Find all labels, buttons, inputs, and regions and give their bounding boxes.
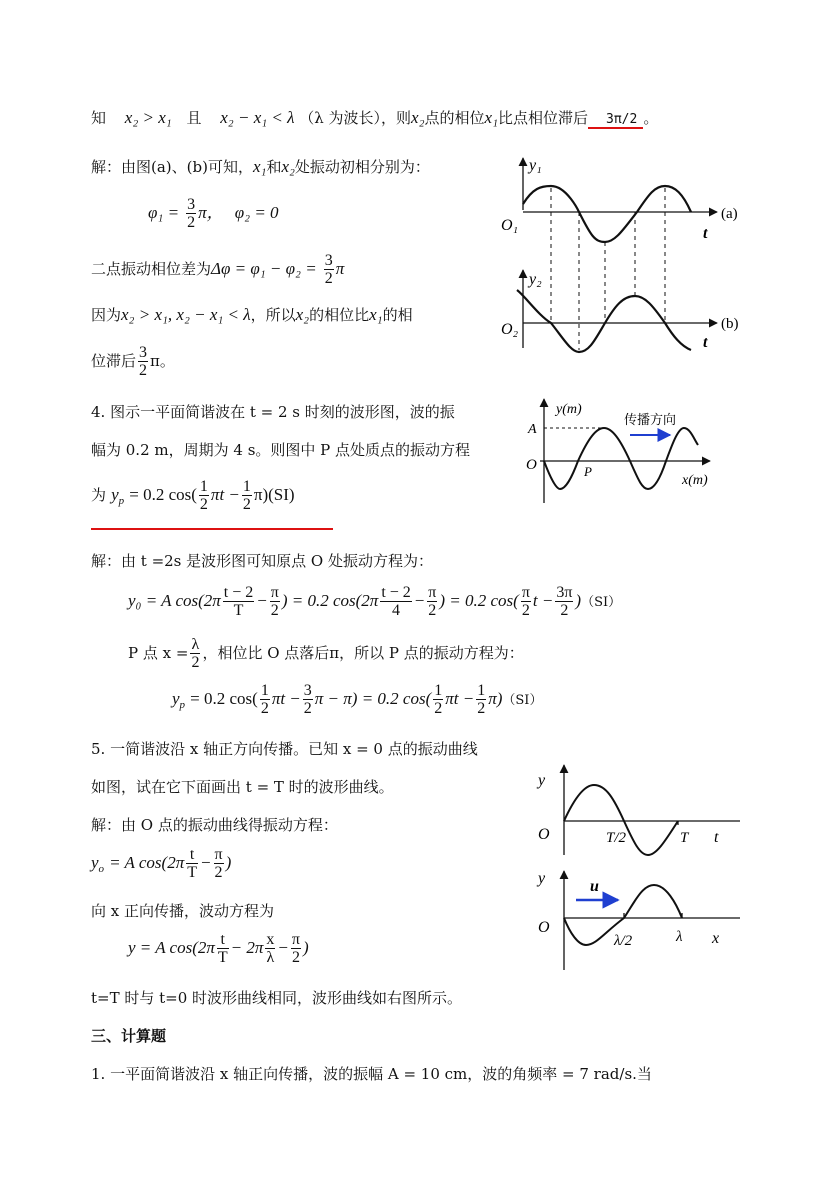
q4-frac1 — [199, 478, 209, 513]
intro-line — [91, 108, 658, 130]
sol3-because-line — [91, 305, 413, 325]
y0-f1d: T — [233, 602, 244, 619]
q5-line4: 向 x 正向传播，波动方程为 — [91, 902, 274, 920]
intro-qie: 且 — [186, 109, 202, 127]
eq1-f2 — [214, 846, 224, 881]
y0-si: （SI） — [581, 595, 622, 610]
eq2-n2: x — [266, 931, 275, 948]
y0-m6: ) — [575, 591, 582, 610]
y0-a: y₀ = A cos(2π — [128, 591, 221, 610]
diff-label: 二点振动相位差为 — [91, 260, 212, 278]
yp-g1d: 2 — [260, 700, 269, 717]
phi1-tail: π， — [198, 203, 224, 222]
q4-ans-mid: πt − — [210, 485, 240, 504]
sol3-diff-line — [91, 252, 344, 287]
label-t2: t — [703, 334, 708, 351]
yp-g4 — [476, 682, 486, 717]
phi1-lhs: φ₁ = — [148, 203, 180, 222]
q5-line2: 如图，试在它下面画出 t = T 时的波形曲线。 — [91, 778, 394, 796]
yp-sub: p — [179, 699, 186, 712]
q4-ans-lhs: y — [111, 485, 119, 504]
figure-5 — [530, 755, 745, 980]
intro-zhi: 知 — [91, 109, 107, 127]
eq1-lhs: y — [91, 853, 99, 872]
a-curve — [523, 186, 691, 242]
sol3-tail: 处振动初相分别为： — [294, 158, 430, 176]
q4-ans-sub: p — [118, 495, 125, 508]
q4-wei: 为 — [91, 486, 107, 504]
lag-tail: π。 — [150, 352, 175, 370]
eq1-sub: o — [98, 863, 105, 876]
f5-bot-O: O — [538, 919, 550, 936]
sol3-intro: 解：由图(a)、(b)可知， — [91, 158, 253, 176]
eq2-d3: 2 — [291, 949, 300, 966]
f5-top-t: t — [714, 829, 719, 846]
sol3-he: 和 — [266, 158, 282, 176]
because-x2: x₂ — [295, 305, 310, 324]
eq1-d2: 2 — [214, 864, 223, 881]
f5-x: x — [712, 930, 720, 947]
intro-paren: （λ 为波长），则 — [299, 109, 412, 127]
eq1-e: ) — [225, 853, 232, 872]
q5-eq1 — [91, 846, 231, 881]
f5-top-T2: T/2 — [606, 830, 627, 846]
y0-m4: ) = 0.2 cos( — [439, 591, 519, 610]
eq1-f1 — [186, 846, 198, 881]
yp-g1n: 1 — [260, 682, 269, 699]
yp-e4: πt − — [445, 689, 475, 708]
f4-ylabel: y(m) — [556, 402, 582, 417]
q4-n2: 1 — [242, 478, 251, 495]
q5-eq2 — [128, 931, 309, 966]
y0-f2n: π — [270, 584, 279, 601]
f5-lam: λ — [676, 929, 683, 945]
yp-g1 — [260, 682, 270, 717]
sol4-line1: 解：由 t =2s 是波形图可知原点 O 处振动方程为： — [91, 552, 433, 570]
y0-f2d: 2 — [270, 602, 279, 619]
q4-n1: 1 — [199, 478, 208, 495]
eq2-m2: − — [277, 938, 289, 957]
eq2-f3 — [291, 931, 301, 966]
label-b: (b) — [721, 316, 739, 332]
q5-line5: t=T 时与 t=0 时波形曲线相同，波形曲线如右图所示。 — [91, 989, 463, 1007]
eq1-m: − — [200, 853, 212, 872]
y0-f6 — [555, 584, 573, 619]
q5-line1: 5. 一简谐波沿 x 轴正方向传播。已知 x = 0 点的振动曲线 — [91, 740, 478, 758]
because-expr: x₂ > x₁, x₂ − x₁ < λ — [121, 305, 251, 324]
because-tail2: 的相位比 — [309, 306, 370, 324]
y0-m3: − — [413, 591, 426, 610]
q4-ans-tail: π)(SI) — [253, 485, 295, 504]
eq1-n2: π — [214, 846, 223, 863]
y0-f4n: π — [428, 584, 437, 601]
because-tail1: ，所以 — [250, 306, 296, 324]
f5-top-T: T — [680, 830, 689, 846]
sol3-lag-line — [91, 344, 175, 379]
sol3-x2: x₂ — [281, 157, 295, 176]
intro-tail: 比点相位滞后 — [498, 109, 589, 127]
f5-top-y: y — [538, 772, 546, 789]
p-den: 2 — [191, 654, 200, 671]
y0-f3n: t − 2 — [381, 584, 411, 601]
eq2-f2 — [265, 931, 275, 966]
eq2-e: ) — [302, 938, 309, 957]
eq2-n1: t — [217, 931, 229, 949]
sol3-line1 — [91, 157, 430, 177]
phi1-frac — [186, 196, 196, 231]
label-y1: y₁ — [529, 157, 542, 174]
because-x1: x₁ — [369, 305, 383, 324]
p-frac — [190, 636, 200, 671]
yp-lhs: y — [172, 689, 180, 708]
y0-f1 — [223, 584, 254, 619]
figure-ab — [495, 150, 755, 365]
q4-frac2 — [242, 478, 252, 513]
label-a: (a) — [721, 206, 738, 222]
label-o2: O₂ — [501, 321, 519, 338]
y0-f4d: 2 — [428, 602, 437, 619]
eq1-n1: t — [186, 846, 198, 864]
y0-m5: t − — [532, 591, 554, 610]
intro-mid: 点的相位 — [424, 109, 485, 127]
phi1-num: 3 — [187, 196, 196, 213]
yp-e1: = 0.2 cos( — [190, 689, 258, 708]
intro-answer: 3π/2 — [588, 112, 643, 129]
yp-g2 — [303, 682, 313, 717]
eq2-n3: π — [291, 931, 300, 948]
p-tail: ，相位比 O 点落后π，所以 P 点的振动方程为： — [202, 644, 524, 662]
diff-den: 2 — [324, 270, 333, 287]
y0-m2: ) = 0.2 cos(2π — [281, 591, 379, 610]
f4-A: A — [528, 422, 537, 437]
y0-f5 — [521, 584, 531, 619]
p-label: P 点 x = — [128, 644, 189, 662]
diff-num: 3 — [324, 252, 333, 269]
yp-e3: π − π) = 0.2 cos( — [314, 689, 432, 708]
label-y2: y₂ — [529, 271, 542, 288]
y0-f3 — [380, 584, 411, 619]
phi1-den: 2 — [187, 214, 196, 231]
eq1-d1: T — [187, 864, 198, 881]
b-curve — [517, 290, 691, 352]
y0-f6d: 2 — [560, 602, 569, 619]
figure-4 — [520, 395, 720, 515]
lag-num: 3 — [139, 344, 148, 361]
f4-xlabel: x(m) — [682, 473, 708, 488]
q4-d2: 2 — [242, 496, 251, 513]
eq2-a: y = A cos(2π — [128, 938, 215, 957]
p-num: λ — [191, 636, 200, 653]
eq2-m1: − 2π — [230, 938, 264, 957]
because-label: 因为 — [91, 306, 122, 324]
f4-wave — [544, 428, 698, 489]
f4-P: P — [584, 464, 592, 479]
label-t1: t — [703, 225, 708, 242]
intro-x1: x₁ — [484, 108, 498, 127]
y0-m1: − — [256, 591, 268, 610]
intro-expr2: x₂ − x₁ < λ — [220, 108, 295, 127]
q4-line2: 幅为 0.2 m，周期为 4 s。则图中 P 点处质点的振动方程 — [91, 441, 471, 459]
y0-f1n: t − 2 — [223, 584, 254, 601]
q4-line1: 4. 图示一平面简谐波在 t = 2 s 时刻的波形图，波的振 — [91, 403, 455, 421]
eq2-d2: λ — [266, 949, 275, 966]
eq2-f1 — [217, 931, 229, 966]
eq1-a: = A cos(2π — [109, 853, 185, 872]
diff-frac — [324, 252, 334, 287]
y0-f2 — [270, 584, 280, 619]
diff-expr: Δφ = φ₁ − φ₂ = — [211, 259, 317, 278]
intro-x2: x₂ — [411, 108, 425, 127]
q4-ans-eq: = 0.2 cos( — [129, 485, 197, 504]
section3-heading: 三、计算题 — [91, 1027, 167, 1045]
lag-frac — [138, 344, 148, 379]
sol3-phi-line — [148, 196, 279, 231]
yp-g4n: 1 — [477, 682, 486, 699]
intro-expr1: x₂ > x₁ — [124, 108, 172, 127]
y0-f3d: 4 — [392, 602, 401, 619]
f4-O: O — [526, 457, 537, 473]
y0-f4 — [427, 584, 437, 619]
yp-g3d: 2 — [434, 700, 443, 717]
y0-f5n: π — [521, 584, 530, 601]
yp-g4d: 2 — [477, 700, 486, 717]
yp-g3 — [433, 682, 443, 717]
sol4-y0-eq — [128, 584, 621, 619]
lag-label: 位滞后 — [91, 352, 137, 370]
f4-direction: 传播方向 — [624, 413, 677, 428]
section3-line1: 1. 一平面简谐波沿 x 轴正向传播，波的振幅 A = 10 cm，波的角频率 = 7 rad/s.当 — [91, 1065, 652, 1083]
lag-den: 2 — [139, 362, 148, 379]
phi2: φ₂ = 0 — [234, 203, 279, 222]
eq2-d1: T — [217, 949, 228, 966]
intro-end: 。 — [643, 109, 659, 127]
q5-line3: 解：由 O 点的振动曲线得振动方程： — [91, 816, 338, 834]
f5-top-O: O — [538, 826, 550, 843]
yp-g3n: 1 — [434, 682, 443, 699]
sol4-yp-eq — [172, 682, 542, 717]
q4-answer — [91, 478, 333, 530]
yp-g2d: 2 — [303, 700, 312, 717]
yp-g2n: 3 — [303, 682, 312, 699]
sol3-x1: x₁ — [252, 157, 267, 176]
y0-f6n: 3π — [556, 584, 573, 601]
because-tail3: 的相 — [382, 306, 413, 324]
q4-d1: 2 — [199, 496, 208, 513]
f5-bot-y: y — [538, 870, 546, 887]
yp-e2: πt − — [271, 689, 301, 708]
f5-lam2: λ/2 — [614, 933, 633, 949]
label-o1: O₁ — [501, 217, 519, 234]
yp-e5: π) — [488, 689, 503, 708]
f5-u: u — [590, 878, 599, 895]
diff-tail: π — [335, 259, 345, 278]
yp-si: （SI） — [502, 693, 543, 708]
sol4-p-line — [128, 636, 524, 671]
y0-f5d: 2 — [521, 602, 530, 619]
